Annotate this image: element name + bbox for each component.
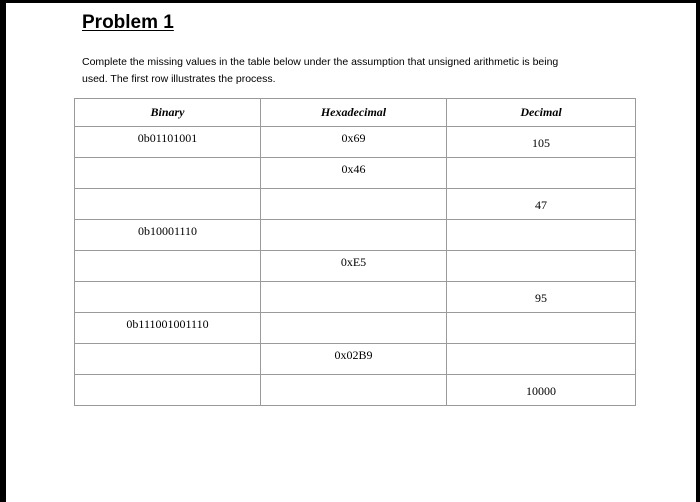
conversion-table <box>74 98 636 406</box>
instructions-line: used. The first row illustrates the process. <box>82 73 276 85</box>
binary-cell <box>75 189 261 220</box>
hex-value: 0xE5 <box>340 255 367 269</box>
table-header-row <box>75 99 636 127</box>
binary-value: 0b111001001110 <box>126 317 209 331</box>
binary-cell <box>75 251 261 282</box>
decimal-cell <box>447 220 636 251</box>
instructions-line: Complete the missing values in the table below under the assumption that unsigned arithmetic is being <box>82 56 559 68</box>
hex-cell <box>261 375 447 406</box>
decimal-cell <box>447 313 636 344</box>
hex-cell <box>261 127 447 158</box>
column-header-binary: Binary <box>75 99 261 127</box>
column-header-decimal: Decimal <box>447 99 636 127</box>
instructions-paragraph <box>82 54 642 88</box>
binary-cell <box>75 344 261 375</box>
table-row <box>75 158 636 189</box>
column-header-hexadecimal: Hexadecimal <box>261 99 447 127</box>
hex-cell <box>261 313 447 344</box>
decimal-cell <box>447 158 636 189</box>
table-row <box>75 282 636 313</box>
hex-cell <box>261 344 447 375</box>
table-row <box>75 189 636 220</box>
decimal-cell <box>447 282 636 313</box>
hex-value: 0x02B9 <box>334 348 373 362</box>
decimal-value: 10000 <box>526 384 556 398</box>
decimal-cell <box>447 344 636 375</box>
decimal-cell <box>447 127 636 158</box>
decimal-cell <box>447 251 636 282</box>
binary-cell <box>75 282 261 313</box>
decimal-value: 47 <box>535 198 547 212</box>
decimal-value: 105 <box>532 136 550 150</box>
decimal-value: 95 <box>535 291 547 305</box>
hex-value: 0x69 <box>341 131 366 145</box>
binary-cell <box>75 313 261 344</box>
table-row <box>75 375 636 406</box>
binary-cell <box>75 127 261 158</box>
decimal-cell <box>447 375 636 406</box>
table-row <box>75 313 636 344</box>
document-page <box>6 3 696 502</box>
binary-cell <box>75 158 261 189</box>
decimal-cell <box>447 189 636 220</box>
binary-value: 0b10001110 <box>137 224 198 238</box>
binary-cell <box>75 220 261 251</box>
binary-value: 0b01101001 <box>137 131 198 145</box>
hex-cell <box>261 251 447 282</box>
table-row <box>75 251 636 282</box>
binary-cell <box>75 375 261 406</box>
hex-cell <box>261 158 447 189</box>
table-row <box>75 220 636 251</box>
hex-cell <box>261 220 447 251</box>
hex-cell <box>261 189 447 220</box>
page-title: Problem 1 <box>82 12 174 33</box>
hex-cell <box>261 282 447 313</box>
hex-value: 0x46 <box>341 162 366 176</box>
table-row <box>75 344 636 375</box>
table-row <box>75 127 636 158</box>
